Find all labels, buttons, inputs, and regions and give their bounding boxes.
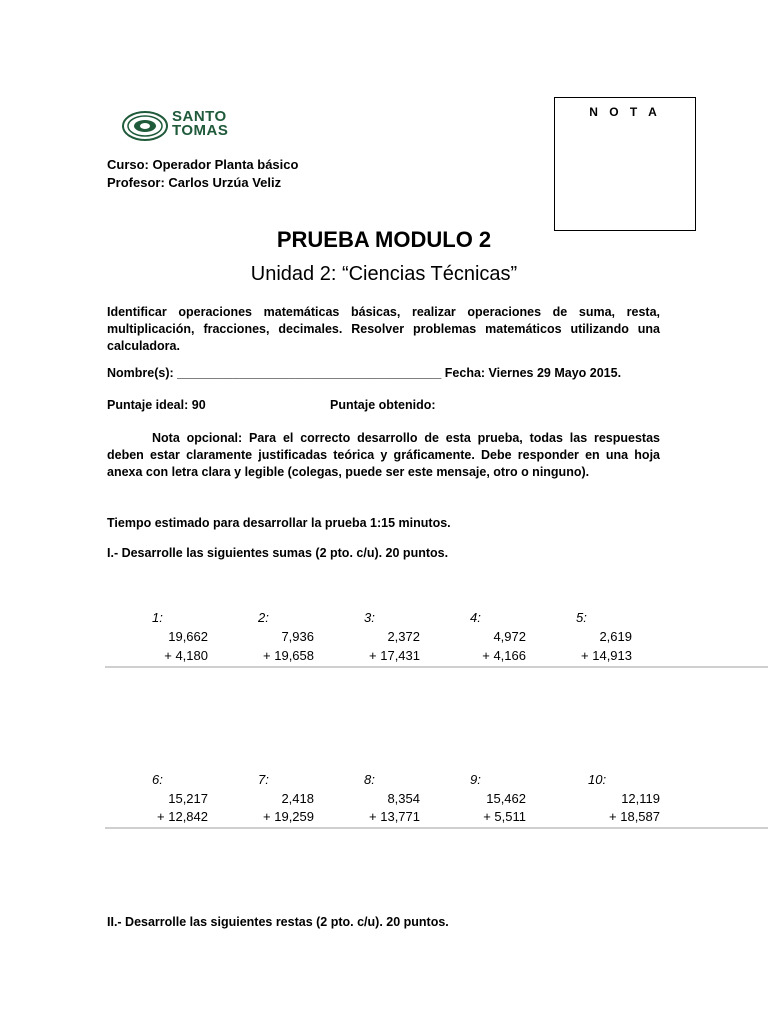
section-2-heading: II.- Desarrolle las siguientes restas (2 pto. c/u). 20 puntos.: [107, 915, 449, 929]
addend-top: 2,619: [599, 629, 632, 644]
exercise-label: 4:: [470, 610, 481, 625]
addend-top: 7,936: [281, 629, 314, 644]
sum-rule: [105, 666, 768, 668]
exercise-label: 10:: [588, 772, 607, 787]
addend-bottom: + 19,259: [263, 809, 314, 824]
puntaje-ideal: Puntaje ideal: 90: [107, 398, 206, 412]
addend-bottom: + 19,658: [263, 648, 314, 663]
exercise-label: 9:: [470, 772, 481, 787]
seal-icon: [122, 110, 168, 142]
addend-bottom: + 4,166: [482, 648, 526, 663]
page-title: PRUEBA MODULO 2: [276, 227, 492, 252]
addend-top: 8,354: [387, 791, 420, 806]
addend-bottom: + 13,771: [369, 809, 420, 824]
addend-bottom: + 17,431: [369, 648, 420, 663]
exercise-label: 2:: [258, 610, 269, 625]
objective-paragraph: Identificar operaciones matemáticas básicas, realizar operaciones de suma, resta, multiplicación, fracciones, decimales. Resolver problemas matemáticos utilizando una calculadora.: [107, 305, 660, 353]
exercise-label: 1:: [152, 610, 163, 625]
exercise-label: 7:: [258, 772, 269, 787]
profesor-line: Profesor: Carlos Urzúa Veliz: [107, 175, 282, 190]
page-subtitle: Unidad 2: “Ciencias Técnicas”: [250, 263, 518, 285]
logo-text-line1: SANTO: [172, 108, 227, 125]
addend-bottom: + 18,587: [609, 809, 660, 824]
addend-top: 4,972: [493, 629, 526, 644]
addend-top: 19,662: [168, 629, 208, 644]
addend-bottom: + 4,180: [164, 648, 208, 663]
addend-top: 2,372: [387, 629, 420, 644]
exercise-label: 3:: [364, 610, 375, 625]
santo-tomas-logo: [122, 108, 242, 144]
addend-top: 15,217: [168, 791, 208, 806]
section-1-heading: I.- Desarrolle las siguientes sumas (2 pto. c/u). 20 puntos.: [107, 546, 449, 560]
curso-line: Curso: Operador Planta básico: [107, 157, 299, 172]
addend-bottom: + 12,842: [157, 809, 208, 824]
addend-bottom: + 5,511: [483, 809, 526, 824]
nota-label: N O T A: [589, 105, 661, 119]
addend-top: 12,119: [621, 791, 660, 806]
exercise-label: 8:: [364, 772, 375, 787]
nombre-fecha-line: Nombre(s): ______________________________________ Fecha: Viernes 29 Mayo 2015.: [107, 366, 622, 380]
addend-top: 15,462: [486, 791, 526, 806]
sum-rule: [105, 827, 768, 829]
puntaje-obtenido: Puntaje obtenido:: [330, 398, 436, 412]
addend-top: 2,418: [281, 791, 314, 806]
nota-box: [554, 97, 696, 231]
exercise-label: 5:: [576, 610, 587, 625]
addend-bottom: + 14,913: [581, 648, 632, 663]
exercise-label: 6:: [152, 772, 163, 787]
logo-text-line2: TOMAS: [172, 122, 229, 139]
tiempo-estimado: Tiempo estimado para desarrollar la prueba 1:15 minutos.: [107, 516, 451, 530]
nota-opcional-paragraph: Nota opcional: Para el correcto desarrollo de esta prueba, todas las respuestas deben estar claramente justificadas teórica y gráficamente. Debe responder en una hoja anexa con letra clara y legible (colegas, puede ser este mensaje, otro o ninguno).: [107, 431, 660, 479]
